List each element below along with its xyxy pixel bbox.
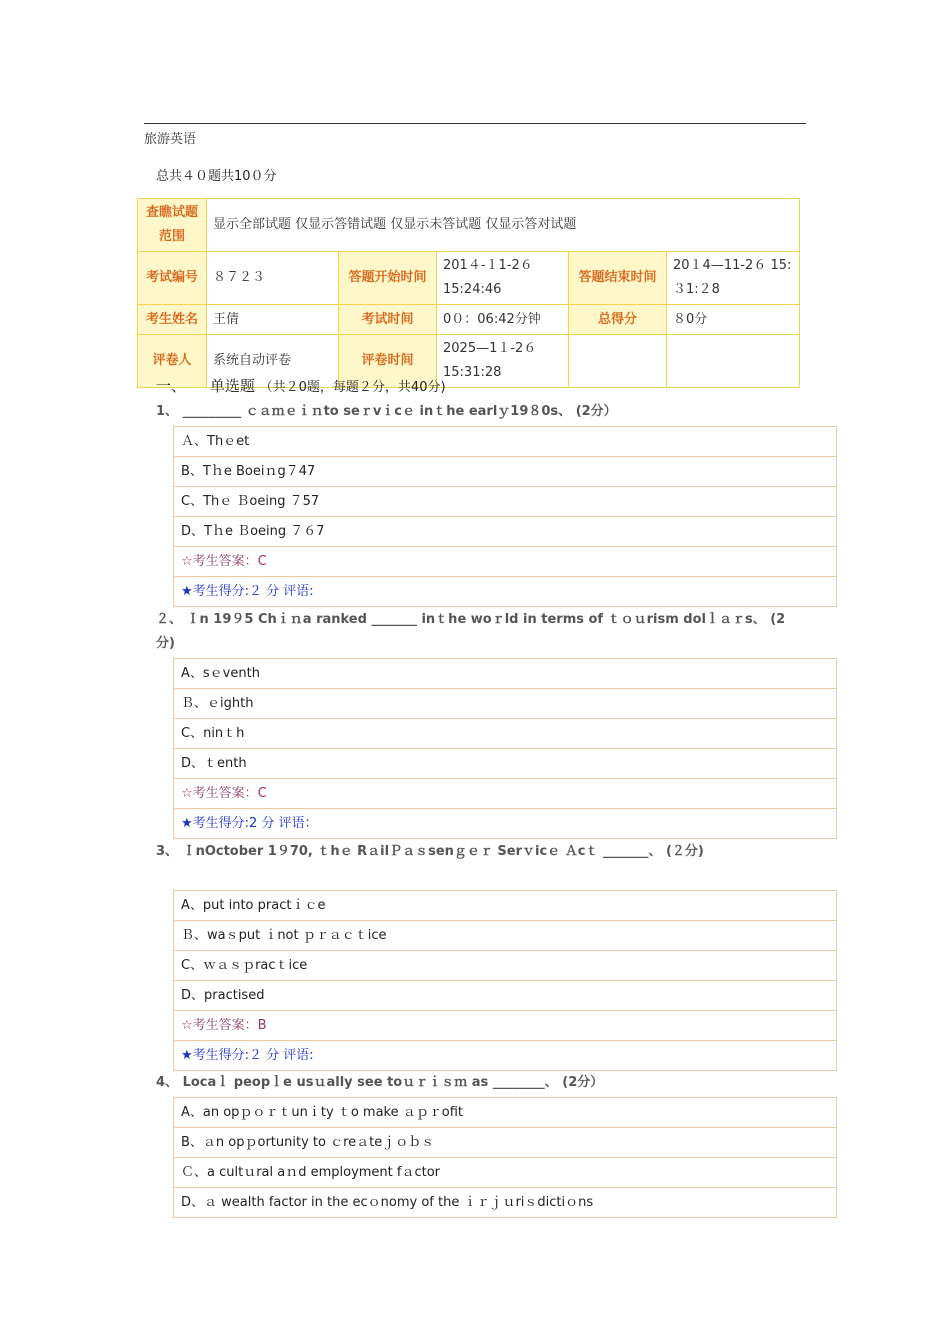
scope-label: 查瞧试题范围 bbox=[138, 199, 207, 252]
question-options bbox=[173, 1097, 837, 1218]
grading-time-label: 评卷时间 bbox=[339, 335, 437, 388]
option-a[interactable]: A、put into practｉｃe bbox=[174, 891, 836, 921]
option-c[interactable]: Ｃ、a cultｕral aｎd employment fａctor bbox=[174, 1158, 836, 1188]
student-answer: ☆考生答案：C bbox=[174, 779, 836, 809]
question-options bbox=[173, 426, 837, 607]
section-title: 单选题 bbox=[209, 377, 255, 395]
option-b[interactable]: B、Tｈe Boeiｎg７47 bbox=[174, 457, 836, 487]
exam-summary: 总共４０题共10０分 bbox=[156, 169, 277, 184]
scope-filter-links[interactable]: 显示全部试题 仅显示答错试题 仅显示未答试题 仅显示答对试题 bbox=[207, 199, 800, 252]
student-name-label: 考生姓名 bbox=[138, 305, 207, 335]
student-score: ★考生得分:2 分 评语： bbox=[181, 816, 318, 831]
end-time-value: 20１4—11-2６ 15:３1:２8 bbox=[667, 252, 800, 305]
exam-info-table bbox=[137, 198, 800, 388]
option-d[interactable]: D、Tｈe Ｂoeing ７６7 bbox=[174, 517, 836, 547]
option-b[interactable]: Ｂ、waｓput ｉnot ｐｒａｃｔice bbox=[174, 921, 836, 951]
exam-number-label: 考试编号 bbox=[138, 252, 207, 305]
option-a[interactable]: A、sｅventh bbox=[174, 659, 836, 689]
option-c[interactable]: C、ｗａｓｐracｔice bbox=[174, 951, 836, 981]
start-time-value: 201４-１1-2６ 15:24:46 bbox=[437, 252, 569, 305]
section-number: 一、 bbox=[156, 377, 187, 395]
option-b[interactable]: B、ａn opｐortunity to ｃreａteｊｏｂｓ bbox=[174, 1128, 836, 1158]
exam-duration-label: 考试时间 bbox=[339, 305, 437, 335]
grader-value: 系统自动评卷 bbox=[207, 335, 339, 388]
option-b[interactable]: Ｂ、ｅighth bbox=[174, 689, 836, 719]
option-d[interactable]: D、practised bbox=[174, 981, 836, 1011]
student-score: ★考生得分:２ 分 评语: bbox=[181, 584, 314, 599]
section-heading bbox=[156, 375, 446, 396]
total-score-label: 总得分 bbox=[569, 305, 667, 335]
exam-duration-value: 0０：06:42分钟 bbox=[437, 305, 569, 335]
student-score: ★考生得分:２ 分 评语: bbox=[181, 1048, 314, 1063]
option-c[interactable]: C、ninｔh bbox=[174, 719, 836, 749]
total-score-value: ８0分 bbox=[667, 305, 800, 335]
option-d[interactable]: D、ｔenth bbox=[174, 749, 836, 779]
top-rule bbox=[144, 123, 806, 124]
section-note: （共２0题，每题２分，共40分) bbox=[259, 380, 446, 395]
question-stem: ２、 Ｉn 19９5 Chｉｎa ranked _______ inｔhe woｒld in terms of ｔｏｕrism dolｌａｒs、 (2分) bbox=[156, 612, 786, 651]
option-c[interactable]: C、Thｅ Ｂoeing ７57 bbox=[174, 487, 836, 517]
document-title: 旅游英语 bbox=[144, 132, 197, 147]
empty-cell bbox=[569, 335, 667, 388]
grading-time-value: 2025—1１-2６ 15:31:28 bbox=[437, 335, 569, 388]
question-options bbox=[173, 658, 837, 839]
exam-number-value: ８７２３ bbox=[207, 252, 339, 305]
question-stem: 1、 _________ ｃａｍｅｉｎto seｒvｉcｅ inｔhe earlｙ19８0s、 (2分） bbox=[156, 404, 617, 419]
student-answer: ☆考生答案：C bbox=[174, 547, 836, 577]
question-stem: 4、 Locaｌ peopｌe usｕally see toｕｒｉｓｍ as ________、 (2分） bbox=[156, 1075, 604, 1090]
empty-cell bbox=[667, 335, 800, 388]
question-stem: 3、 ＩnOctober 1９70, ｔhｅ RａilＰａｓsenｇｅｒ Serｖicｅ Ａcｔ _______、 (２分) bbox=[156, 844, 704, 859]
option-a[interactable]: Ａ、Thｅet bbox=[174, 427, 836, 457]
grader-label: 评卷人 bbox=[138, 335, 207, 388]
student-answer: ☆考生答案：B bbox=[174, 1011, 836, 1041]
option-d[interactable]: D、ａ wealth factor in the ecｏnomy of the ｉｒｊｕriｓdictiｏns bbox=[181, 1195, 594, 1210]
student-name-value: 王倩 bbox=[207, 305, 339, 335]
option-a[interactable]: A、an opｐｏｒｔunｉty ｔo make ａｐｒofit bbox=[174, 1098, 836, 1128]
end-time-label: 答题结束时间 bbox=[569, 252, 667, 305]
start-time-label: 答题开始时间 bbox=[339, 252, 437, 305]
question-options bbox=[173, 890, 837, 1071]
